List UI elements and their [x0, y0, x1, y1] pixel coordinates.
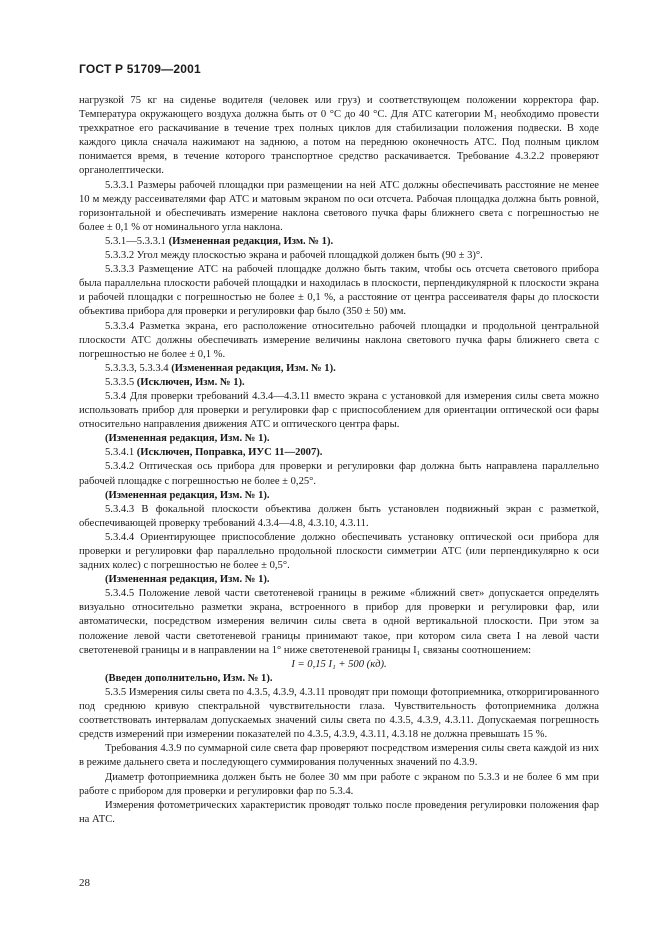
paragraph [79, 503, 599, 531]
paragraph-amendment-note: (Измененная редакция, Изм. № 1). [105, 574, 270, 586]
paragraph-text: 5.3.4.4 Ориентирующее приспособление должно обеспечивать установку оптической оси прибора для проверки и регулировки фар параллельно продольной плоскости симметрии АТС (или перпендикулярно к оси задних колес) с погрешностью не более ± 0,5°. [79, 531, 599, 572]
paragraph-amendment-note: (Измененная редакция, Изм. № 1). [105, 433, 270, 445]
paragraph [79, 686, 599, 742]
paragraph-text: 5.3.3.3, 5.3.3.4 [105, 362, 172, 374]
paragraph [79, 672, 599, 686]
paragraph [79, 799, 599, 827]
paragraph-text: 5.3.3.2 Угол между плоскостью экрана и рабочей площадкой должен быть (90 ± 3)°. [105, 250, 483, 262]
paragraph [79, 460, 599, 488]
formula-text: I = 0,15 I₁ + 500 (кд). [291, 658, 387, 670]
paragraph-text: 5.3.3.4 Разметка экрана, его расположение относительно рабочей площадки и продольной центральной плоскости АТС должны обеспечивать измерение величины наклона светового пучка фары ближнего света с погрешностью не более ± 0,1 %. [79, 320, 599, 360]
paragraph [79, 94, 599, 179]
paragraph [79, 573, 599, 587]
paragraph [79, 249, 599, 263]
paragraph [79, 432, 599, 446]
paragraph [79, 390, 599, 432]
paragraph [79, 362, 599, 376]
paragraph-text: 5.3.4.3 В фокальной плоскости объектива должен быть установлен подвижный экран с разметкой, обеспечивающей проверку требований 4.3.4—4.8, 4.3.10, 4.3.11. [79, 503, 599, 529]
paragraph-text: 5.3.4.2 Оптическая ось прибора для проверки и регулировки фар должна быть направлена параллельно рабочей площадке с погрешностью не более ± 0,25°. [79, 461, 599, 487]
paragraph [79, 376, 599, 390]
paragraph-text: нагрузкой 75 кг на сиденье водителя (человек или груз) и соответствующем положении корректора фар. Температура окружающего воздуха должна быть от 0 °С до 40 °С. Для АТС категории M₁ необходимо провести трехкратное его раскачивание в течение трех полных циклов для стабилизации положения подвески. В ходе каждого цикла сначала нажимают на заднюю, а потом на переднюю оконечность АТС. Под полным циклом понимается время, в течение которого транспортное средство раскачивается. Требование 4.3.2.2 проверяют органолептически. [79, 95, 599, 177]
paragraph [79, 235, 599, 249]
paragraph-amendment-note: (Исключен, Изм. № 1). [136, 376, 245, 388]
document-body [79, 94, 599, 827]
paragraph-text: 5.3.5 Измерения силы света по 4.3.5, 4.3.9, 4.3.11 проводят при помощи фотоприемника, откорригированного под среднюю кривую спектральной чувствительности глаза. Чувствительность фотоприемника должна соответствовать интервалам допускаемых значений силы света по 4.3.5, 4.3.9, 4.3.11. Допускаемая погрешность средств измерений при измерении показателей по 4.3.5, 4.3.9, 4.3.11, 4.3.18 не должна превышать 15 %. [79, 686, 599, 741]
paragraph-text: 5.3.4.5 Положение левой части светотеневой границы в режиме «ближний свет» допускается определять визуально относительно разметки экрана, встроенного в прибор для проверки и регулировки фар, или автоматически, посредством измерения величин силы света в одной вертикальной плоскости. При этом за положение левой части светотеневой границы принимают такое, при котором сила света I на левой части светотеневой границы и в направлении на 1° ниже светотеневой границы I₁ связаны соотношением: [79, 588, 599, 656]
paragraph [79, 531, 599, 573]
document-header: ГОСТ Р 51709—2001 [79, 62, 201, 76]
paragraphs-before-formula [79, 94, 599, 658]
paragraphs-after-formula [79, 672, 599, 827]
paragraph-text: Диаметр фотоприемника должен быть не более 30 мм при работе с экраном по 5.3.3 и не более 6 мм при работе с прибором для проверки и регулировки фар по 5.3.4. [79, 771, 599, 797]
paragraph-text: Требования 4.3.9 по суммарной силе света фар проверяют посредством измерения силы света каждой из них в режиме дальнего света и последующего суммирования полученных значений по 4.3.9. [79, 743, 599, 769]
paragraph-text: Измерения фотометрических характеристик проводят только после проведения регулировки положения фар на АТС. [79, 799, 599, 825]
paragraph-text: 5.3.3.1 Размеры рабочей площадки при размещении на ней АТС должны обеспечивать расстояние не менее 10 м между рассеивателями фар АТС и матовым экраном по оси отсчета. Рабочая площадка должна быть ровной, горизонтальной и обеспечивать измерение наклона светового пучка фары ближнего света с погрешностью не более ± 0,1 % от номинального угла наклона. [79, 179, 599, 233]
paragraph [79, 263, 599, 319]
page-number: 28 [79, 877, 90, 889]
paragraph-text: 5.3.4.1 [105, 447, 137, 459]
paragraph-amendment-note: (Измененная редакция, Изм. № 1). [171, 362, 336, 374]
paragraph [79, 489, 599, 503]
paragraph [79, 446, 599, 460]
paragraph-amendment-note: (Введен дополнительно, Изм. № 1). [105, 672, 273, 684]
paragraph-text: 5.3.4 Для проверки требований 4.3.4—4.3.11 вместо экрана с установкой для измерения силы света можно использовать прибор для проверки и регулировки фар с приспособлением для ориентации оптической оси фары относительно направления движения АТС и оптического центра фары. [79, 390, 599, 431]
formula [79, 658, 599, 672]
paragraph-text: 5.3.3.5 [105, 376, 137, 388]
paragraph [79, 587, 599, 657]
paragraph [79, 742, 599, 770]
paragraph-amendment-note: (Измененная редакция, Изм. № 1). [105, 489, 270, 501]
paragraph-text: 5.3.1—5.3.3.1 [105, 235, 169, 247]
paragraph [79, 320, 599, 362]
paragraph-text: 5.3.3.3 Размещение АТС на рабочей площадке должно быть таким, чтобы ось отсчета светового прибора была параллельна плоскости рабочей площадки и находилась в плоскости, перпендикулярной к плоскости экрана и рабочей площадки с погрешностью не более ± 0,1 %, а расстояние от центра рассеивателя фары до плоскости объектива прибора для проверки и регулировки фар было (350 ± 50) мм. [79, 264, 599, 318]
paragraph [79, 179, 599, 235]
paragraph [79, 771, 599, 799]
paragraph-amendment-note: (Измененная редакция, Изм. № 1). [168, 235, 334, 247]
paragraph-amendment-note: (Исключен, Поправка, ИУС 11—2007). [136, 447, 323, 459]
